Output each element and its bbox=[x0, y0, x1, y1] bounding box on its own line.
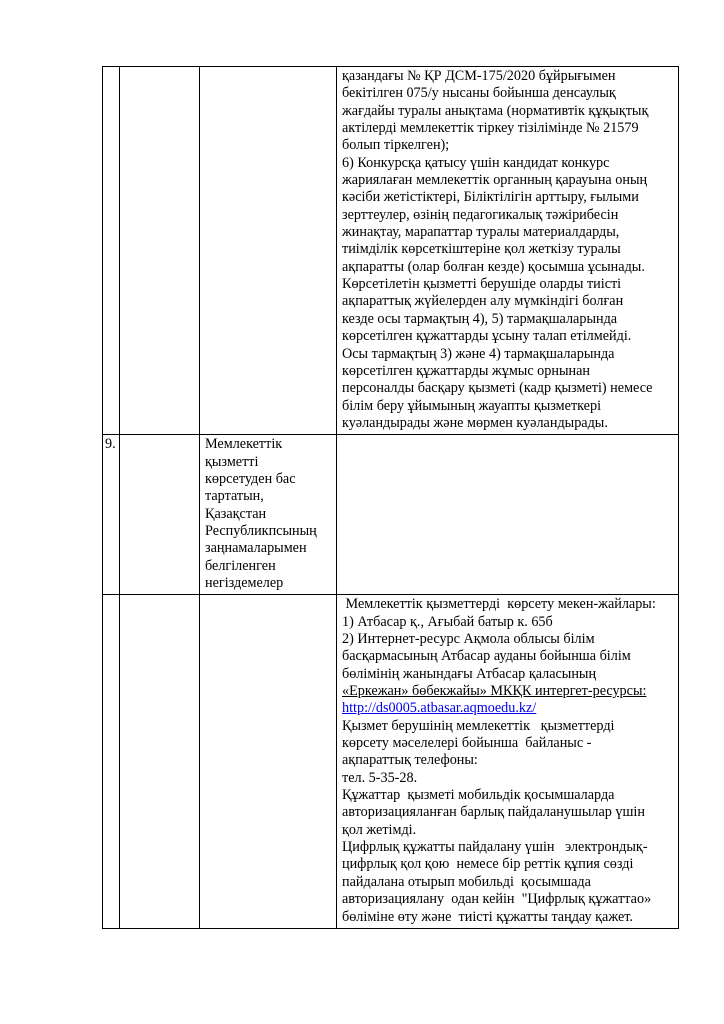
text-line: авторизациялану одан кейін "Цифрлық құжаттао» bbox=[342, 891, 652, 908]
text-line: 6) Конкурсқа қатысу үшін кандидат конкурс bbox=[342, 154, 610, 171]
text-line: бекітілген 075/у нысаны бойынша денсаулық bbox=[342, 85, 616, 102]
table-row bbox=[103, 435, 679, 595]
text-line: қызметті bbox=[205, 453, 259, 470]
text-line: жариялаған мемлекеттік органның қарауына оның bbox=[342, 172, 648, 189]
text-line: тиімділік көрсеткіштеріне қол жеткізу туралы bbox=[342, 241, 621, 258]
text-line: актілерді мемлекеттік тіркеу тізілімінде № 21579 bbox=[342, 120, 639, 137]
text-line: көрсетуден бас bbox=[205, 470, 296, 487]
description-cell bbox=[337, 67, 679, 435]
text-line: ақпараттық жүйелерден алу мүмкіндігі болған bbox=[342, 293, 624, 310]
text-line: ақпаратты (олар болған кезде) қосымша ұсынады. bbox=[342, 258, 645, 275]
text-line: басқармасының Атбасар ауданы бойынша білім bbox=[342, 648, 631, 665]
text-line: ақпараттық телефоны: bbox=[342, 752, 478, 769]
text-line: көрсетілген құжаттарды ұсыну талап етілмейді. bbox=[342, 328, 632, 345]
document-table bbox=[102, 66, 679, 929]
empty-cell bbox=[120, 595, 200, 929]
row-number-cell bbox=[103, 67, 120, 435]
text-line: белгіленген bbox=[205, 557, 276, 574]
text-line: 2) Интернет-ресурс Ақмола облысы білім bbox=[342, 631, 595, 647]
text-line: заңнамаларымен bbox=[205, 540, 307, 557]
text-line: көрсетілген құжаттарды жұмыс орнынан bbox=[342, 362, 590, 379]
text-line: тартатын, bbox=[205, 488, 264, 505]
service-stage-cell bbox=[200, 67, 337, 435]
phone-number: тел. 5-35-28. bbox=[342, 769, 418, 786]
text-line: Көрсетілетін қызметті берушіде оларды тиісті bbox=[342, 276, 622, 293]
text-line: цифрлық қол қою немесе бір реттік құпия сөзді bbox=[342, 856, 634, 873]
description-cell bbox=[337, 435, 679, 595]
row-number-cell bbox=[103, 435, 120, 595]
text-line: Мемлекеттік қызметтерді көрсету мекен-жайлары: bbox=[342, 596, 656, 613]
table-row bbox=[103, 67, 679, 435]
text-line: Осы тармақтың 3) және 4) тармақшаларында bbox=[342, 345, 615, 362]
text-line: куәландырады және мөрмен куәландырады. bbox=[342, 414, 608, 431]
text-line: негіздемелер bbox=[205, 574, 284, 591]
text-line: қазандағы № ҚР ДСМ-175/2020 бұйрығымен bbox=[342, 68, 616, 84]
service-stage-cell bbox=[200, 595, 337, 929]
text-line: көрсету мәселелері бойынша байланыс - bbox=[342, 735, 592, 752]
text-line: Қазақстан bbox=[205, 505, 267, 522]
text-line: болып тіркелген); bbox=[342, 137, 450, 154]
service-stage-cell bbox=[200, 435, 337, 595]
empty-cell bbox=[120, 67, 200, 435]
text-line: бөлімінің жанындағы Атбасар қаласының bbox=[342, 665, 597, 682]
row-number: 9. bbox=[105, 436, 116, 453]
text-line: авторизацияланған барлық пайдаланушылар үшін bbox=[342, 804, 645, 821]
text-line: пайдалана отырып мобильді қосымшада bbox=[342, 873, 591, 890]
text-line: 1) Атбасар қ., Ағыбай батыр к. 65б bbox=[342, 613, 553, 630]
text-line: кезде осы тармақтың 4), 5) тармақшаларында bbox=[342, 310, 618, 327]
text-line: жағдайы туралы анықтама (нормативтік құқықтық bbox=[342, 102, 649, 119]
row-number-cell bbox=[103, 595, 120, 929]
text-line: Цифрлық құжатты пайдалану үшін электрондық- bbox=[342, 839, 648, 856]
text-line: Қызмет берушінің мемлекеттік қызметтерді bbox=[342, 717, 615, 734]
website-link[interactable]: http://ds0005.atbasar.aqmoedu.kz/ bbox=[342, 700, 537, 717]
text-line: кәсіби жетістіктері, Біліктілігін арттыру, ғылыми bbox=[342, 189, 639, 206]
text-line: Құжаттар қызметі мобильдік қосымшаларда bbox=[342, 787, 615, 804]
text-line: қол жетімді. bbox=[342, 821, 417, 838]
text-line: бөліміне өту және тиісті құжатты таңдау қажет. bbox=[342, 908, 633, 925]
description-cell bbox=[337, 595, 679, 929]
table-row bbox=[103, 595, 679, 929]
text-line: жинақтау, марапаттар туралы материалдарды, bbox=[342, 224, 620, 241]
text-line: Республикпсының bbox=[205, 522, 317, 539]
text-line: білім беру ұйымының жауапты қызметкері bbox=[342, 397, 602, 414]
text-line: зерттеулер, өзінің педагогикалық тәжірибесін bbox=[342, 206, 619, 223]
text-line: «Еркежан» бөбекжайы» МКҚК интергет-ресурсы: bbox=[342, 683, 647, 700]
empty-cell bbox=[120, 435, 200, 595]
text-line: Мемлекеттік bbox=[205, 436, 283, 453]
text-line: персоналды басқару қызметі (кадр қызметі) немесе bbox=[342, 380, 653, 397]
